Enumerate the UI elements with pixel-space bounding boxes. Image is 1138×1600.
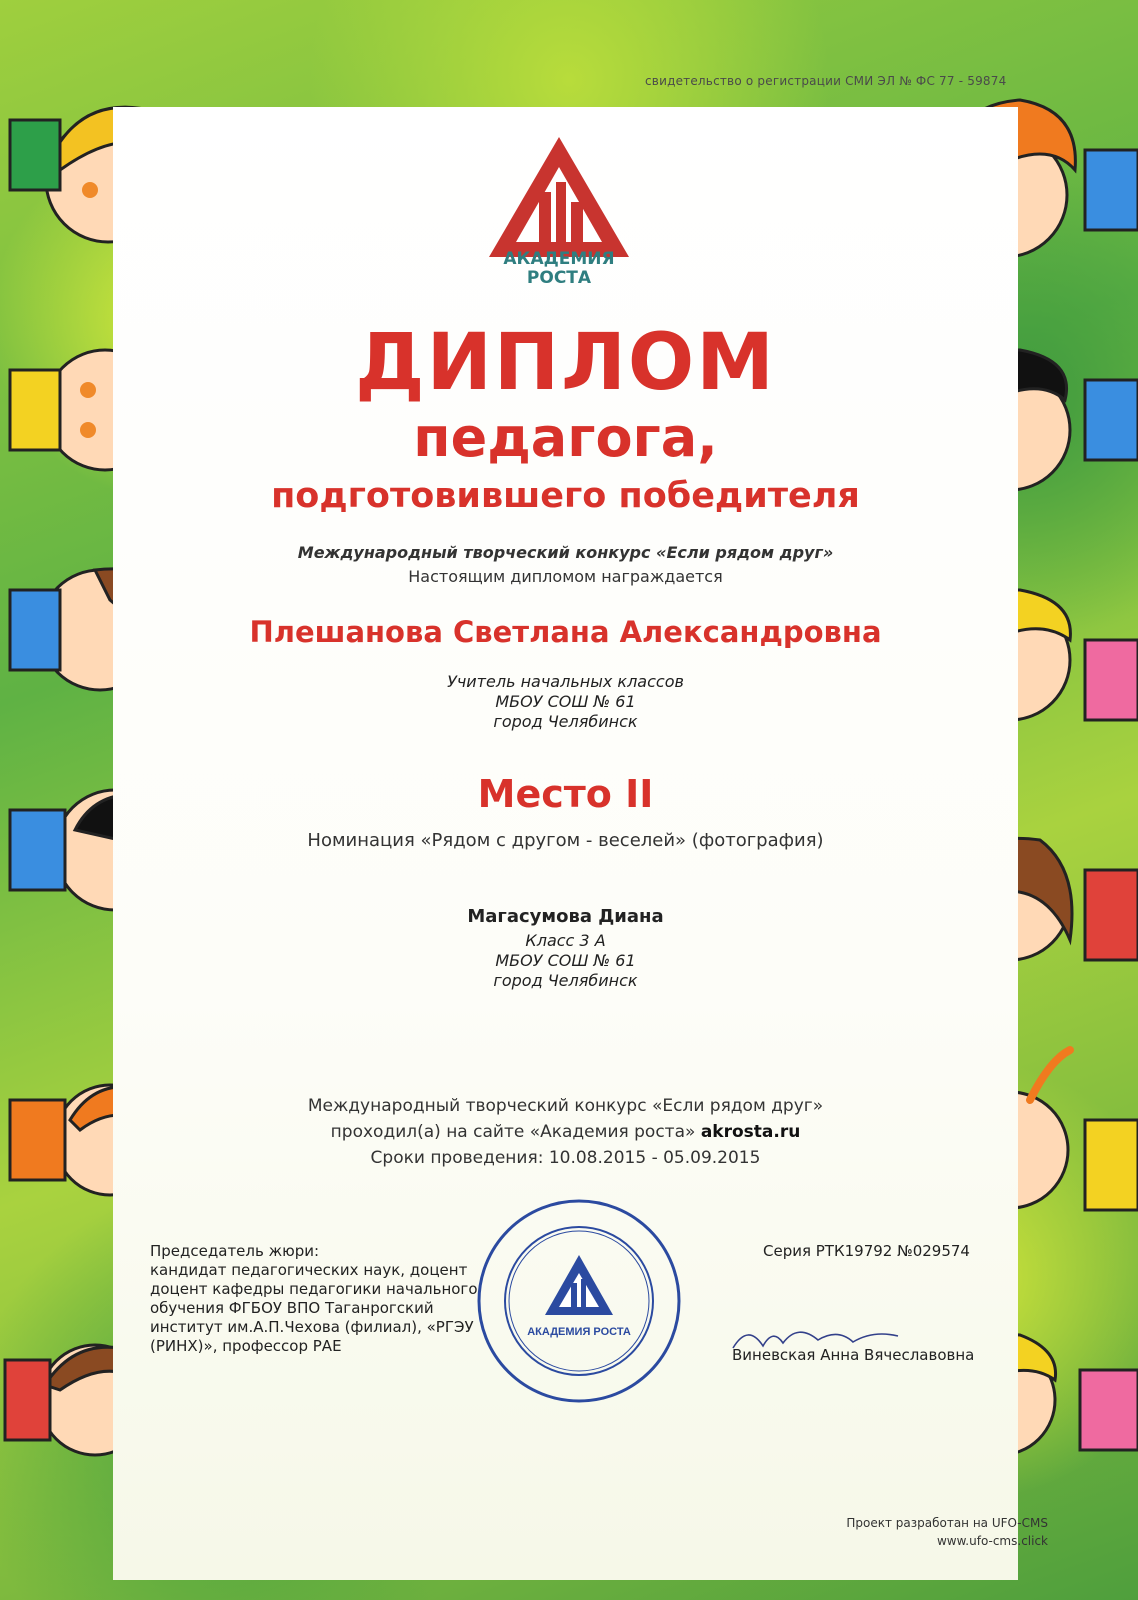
student-school: МБОУ СОШ № 61 xyxy=(495,951,636,970)
footer-site-link[interactable]: akrosta.ru xyxy=(700,1122,801,1142)
recipient-school: МБОУ СОШ № 61 xyxy=(495,692,636,711)
academy-logo-text xyxy=(484,250,634,288)
diploma-title: ДИПЛОМ xyxy=(355,318,776,408)
jury-chair-line-6: (РИНХ)», профессор РАЕ xyxy=(150,1337,342,1355)
jury-chair-block xyxy=(150,1242,495,1356)
awarded-text: Настоящим дипломом награждается xyxy=(408,567,723,586)
project-credit xyxy=(846,1514,1048,1550)
student-name: Магасумова Диана xyxy=(467,906,664,927)
recipient-position: Учитель начальных классов xyxy=(447,672,684,691)
jury-chair-line-2: кандидат педагогических наук, доцент xyxy=(150,1261,468,1279)
jury-chair-line-5: институт им.А.П.Чехова (филиал), «РГЭУ xyxy=(150,1318,474,1336)
jury-chair-line-1: Председатель жюри: xyxy=(150,1242,320,1260)
project-credit-line-1: Проект разработан на UFO-CMS xyxy=(846,1516,1048,1530)
stamp-logo-text: АКАДЕМИЯ РОСТА xyxy=(527,1326,631,1338)
recipient-city: город Челябинск xyxy=(493,712,638,731)
footer-contest: Международный творческий конкурс «Если рядом друг» xyxy=(307,1096,824,1116)
jury-chair-line-3: доцент кафедры педагогики начального xyxy=(150,1280,478,1298)
student-details xyxy=(113,931,1018,991)
registration-notice: свидетельство о регистрации СМИ ЭЛ № ФС 77 - 59874 xyxy=(645,74,1007,88)
official-stamp-icon xyxy=(473,1195,685,1407)
contest-name: Международный творческий конкурс «Если рядом друг» xyxy=(297,543,834,562)
nomination: Номинация «Рядом с другом - веселей» (фотография) xyxy=(307,830,824,851)
jury-chair-line-4: обучения ФГБОУ ВПО Таганрогский xyxy=(150,1299,434,1317)
project-credit-link[interactable]: www.ufo-cms.click xyxy=(936,1534,1048,1548)
logo-line-1: АКАДЕМИЯ xyxy=(503,249,615,269)
diploma-subtitle: педагога, xyxy=(413,406,718,469)
footer-dates: Сроки проведения: 10.08.2015 - 05.09.2015 xyxy=(370,1148,761,1168)
signer-name: Виневская Анна Вячеславовна xyxy=(732,1346,975,1364)
diploma-subtitle-2: подготовившего победителя xyxy=(271,476,860,516)
footer-site-line xyxy=(113,1119,1018,1145)
logo-line-2: РОСТА xyxy=(526,268,592,288)
footer-site-prefix: проходил(а) на сайте «Академия роста» xyxy=(330,1122,701,1142)
footer-info xyxy=(113,1093,1018,1171)
place-award: Место II xyxy=(477,772,654,816)
recipient-details xyxy=(113,672,1018,732)
student-class: Класс 3 А xyxy=(525,931,606,950)
student-city: город Челябинск xyxy=(493,971,638,990)
recipient-name: Плешанова Светлана Александровна xyxy=(249,615,882,649)
series-number: Серия РТК19792 №029574 xyxy=(763,1242,970,1260)
